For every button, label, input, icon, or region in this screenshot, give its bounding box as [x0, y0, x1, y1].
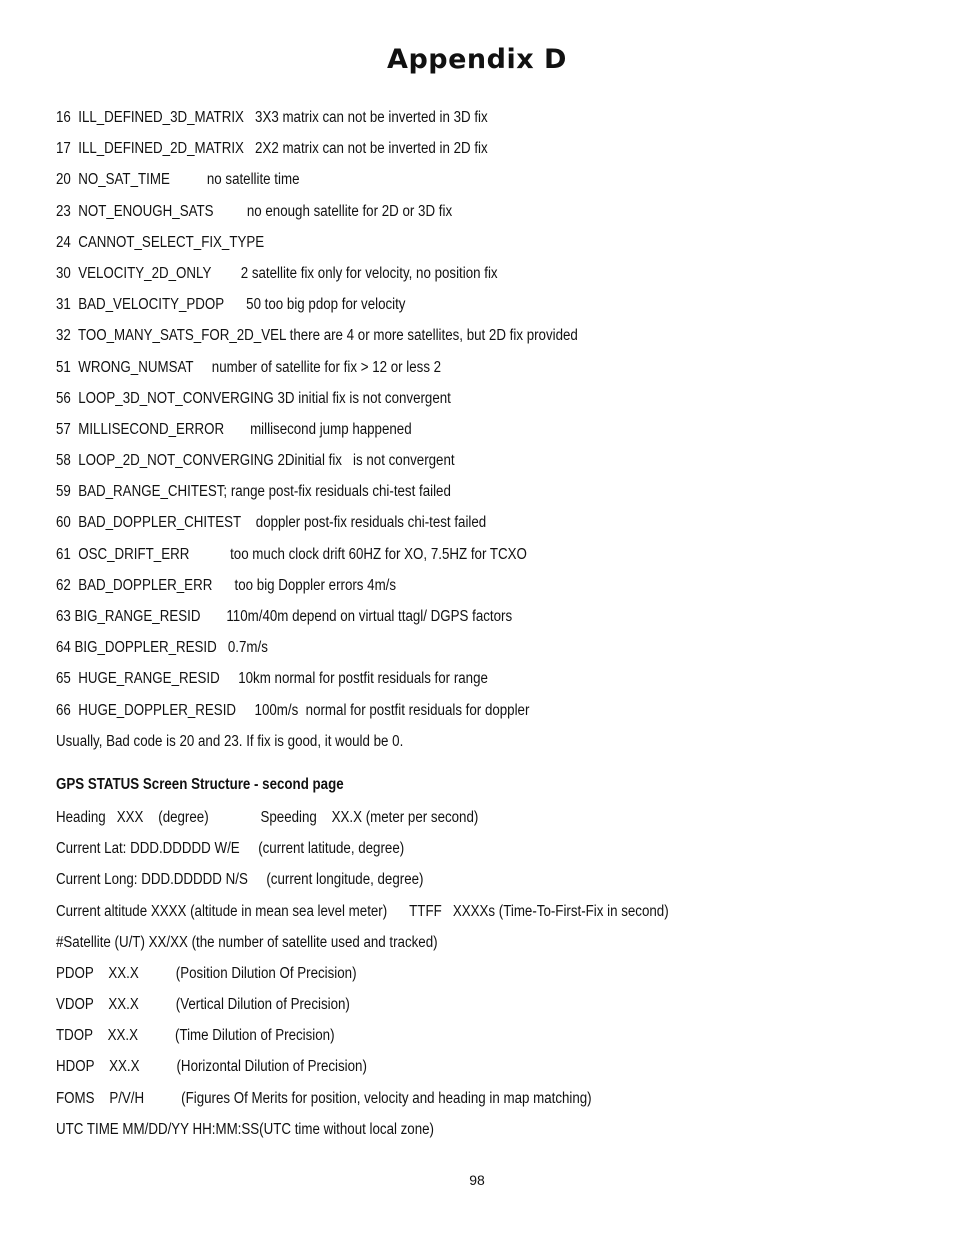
page-title: Appendix D — [387, 44, 567, 75]
error-code-line: 32 TOO_MANY_SATS_FOR_2D_VEL there are 4 or more satellites, but 2D fix provided — [56, 327, 578, 345]
page-number: 98 — [469, 1172, 485, 1188]
status-field-line: Current Lat: DDD.DDDDD W/E (current latitude, degree) — [56, 840, 405, 858]
error-code-line: 51 WRONG_NUMSAT number of satellite for fix > 12 or less 2 — [56, 358, 442, 376]
error-code-line: 16 ILL_DEFINED_3D_MATRIX 3X3 matrix can not be inverted in 3D fix — [56, 109, 488, 126]
error-code-line: 60 BAD_DOPPLER_CHITEST doppler post-fix residuals chi-test failed — [56, 514, 487, 532]
error-code-line: 31 BAD_VELOCITY_PDOP 50 too big pdop for velocity — [56, 296, 406, 314]
status-field-line: #Satellite (U/T) XX/XX (the number of satellite used and tracked) — [56, 933, 438, 951]
error-code-line: 30 VELOCITY_2D_ONLY 2 satellite fix only for velocity, no position fix — [56, 264, 498, 282]
error-code-line: 66 HUGE_DOPPLER_RESID 100m/s normal for postfit residuals for doppler — [56, 701, 530, 719]
status-field-line: FOMS P/V/H (Figures Of Merits for position, velocity and heading in map matching) — [56, 1089, 592, 1107]
error-code-line: 65 HUGE_RANGE_RESID 10km normal for postfit residuals for range — [56, 670, 488, 688]
status-field-line: VDOP XX.X (Vertical Dilution of Precision) — [56, 996, 350, 1014]
document-body — [56, 105, 916, 1148]
usage-note: Usually, Bad code is 20 and 23. If fix is good, it would be 0. — [56, 732, 404, 750]
error-code-line: 64 BIG_DOPPLER_RESID 0.7m/s — [56, 639, 268, 657]
status-field-line: Current Long: DDD.DDDDD N/S (current longitude, degree) — [56, 871, 424, 889]
error-code-line: 57 MILLISECOND_ERROR millisecond jump happened — [56, 420, 412, 438]
section-heading: GPS STATUS Screen Structure - second page — [56, 775, 344, 793]
error-code-line: 59 BAD_RANGE_CHITEST; range post-fix residuals chi-test failed — [56, 483, 451, 501]
status-field-line: UTC TIME MM/DD/YY HH:MM:SS(UTC time without local zone) — [56, 1120, 434, 1138]
error-code-line: 63 BIG_RANGE_RESID 110m/40m depend on virtual ttagl/ DGPS factors — [56, 608, 513, 625]
error-code-line: 20 NO_SAT_TIME no satellite time — [56, 171, 300, 189]
status-field-line: PDOP XX.X (Position Dilution Of Precision) — [56, 964, 357, 982]
error-code-line: 56 LOOP_3D_NOT_CONVERGING 3D initial fix is not convergent — [56, 389, 451, 407]
status-field-line: TDOP XX.X (Time Dilution of Precision) — [56, 1027, 335, 1045]
error-code-line: 61 OSC_DRIFT_ERR too much clock drift 60HZ for XO, 7.5HZ for TCXO — [56, 545, 527, 563]
status-field-line: HDOP XX.X (Horizontal Dilution of Precision) — [56, 1058, 367, 1076]
error-code-line: 24 CANNOT_SELECT_FIX_TYPE — [56, 233, 265, 251]
error-code-line: 62 BAD_DOPPLER_ERR too big Doppler errors 4m/s — [56, 576, 397, 594]
status-field-line: Current altitude XXXX (altitude in mean sea level meter) TTFF XXXXs (Time-To-First-Fix in second) — [56, 902, 669, 920]
status-field-line: Heading XXX (degree) Speeding XX.X (meter per second) — [56, 808, 479, 826]
error-code-line: 17 ILL_DEFINED_2D_MATRIX 2X2 matrix can not be inverted in 2D fix — [56, 140, 488, 158]
error-code-line: 58 LOOP_2D_NOT_CONVERGING 2Dinitial fix is not convergent — [56, 452, 455, 470]
error-code-line: 23 NOT_ENOUGH_SATS no enough satellite for 2D or 3D fix — [56, 202, 453, 220]
